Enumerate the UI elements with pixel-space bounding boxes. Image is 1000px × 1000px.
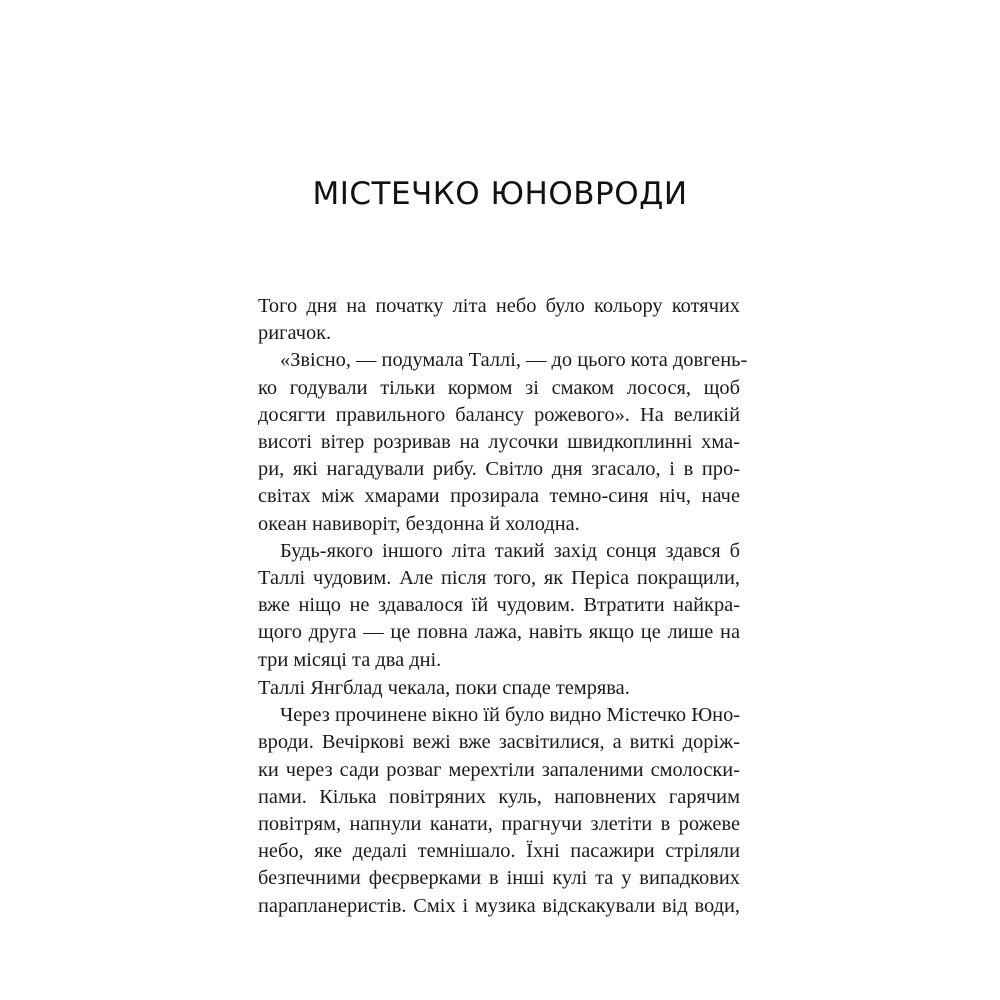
text-line: світах між хмарами прозирала темно-синя ніч, наче: [258, 485, 740, 508]
text-line: Таллі чудовим. Але після того, як Періса покращили,: [258, 567, 740, 590]
text-line: небо, яке дедалі темнішало. Їхні пасажири стріляли: [258, 840, 740, 863]
text-line: три місяці та два дні.: [258, 648, 442, 671]
text-line: вже ніщо не здавалося їй чудовим. Втратити найкра-: [258, 594, 740, 617]
text-line: Через прочинене вікно їй було видно Містечко Юно-: [280, 704, 741, 727]
text-line: «Звісно, — подумала Таллі, — до цього кота довгень-: [280, 349, 748, 372]
text-line: Таллі Янгблад чекала, поки спаде темрява.: [258, 677, 630, 699]
text-line: ки через сади розваг мерехтіли запаленими смолоски-: [258, 758, 740, 781]
text-line: досягти правильного балансу рожевого». На великій: [258, 403, 740, 426]
section-2-text: [258, 675, 740, 920]
text-line: ко годували тільки кормом зі смаком лосося, щоб: [258, 376, 740, 399]
text-line: Будь-якого іншого літа такий захід сонця здався б: [280, 539, 740, 562]
text-line: безпечними феєрверками в інші кулі та у випадкових: [258, 867, 740, 890]
section-1-text: [258, 293, 748, 674]
text-line: ри, які нагадували рибу. Світло дня згасало, і в про-: [258, 458, 740, 481]
chapter-title: МІСТЕЧКО ЮНОВРОДИ: [312, 176, 688, 212]
text-line: пами. Кілька повітряних куль, наповнених гарячим: [258, 785, 740, 808]
text-line: висоті вітер розривав на лусочки швидкоплинні хма-: [258, 431, 740, 454]
text-line: Того дня на початку літа небо було кольору котячих: [258, 295, 740, 317]
text-line: ригачок.: [258, 322, 332, 345]
text-line: повітрям, напнули канати, прагнучи злетіти в рожеве: [258, 813, 740, 836]
text-line: океан навиворіт, бездонна й холодна.: [258, 512, 580, 535]
text-line: вроди. Вечіркові вежі вже засвітилися, а виткі доріж-: [258, 731, 740, 754]
text-line: парапланеристів. Сміх і музика відскакували від води,: [258, 894, 740, 917]
text-line: щого друга — це повна лажа, навіть якщо це лише на: [258, 621, 740, 644]
